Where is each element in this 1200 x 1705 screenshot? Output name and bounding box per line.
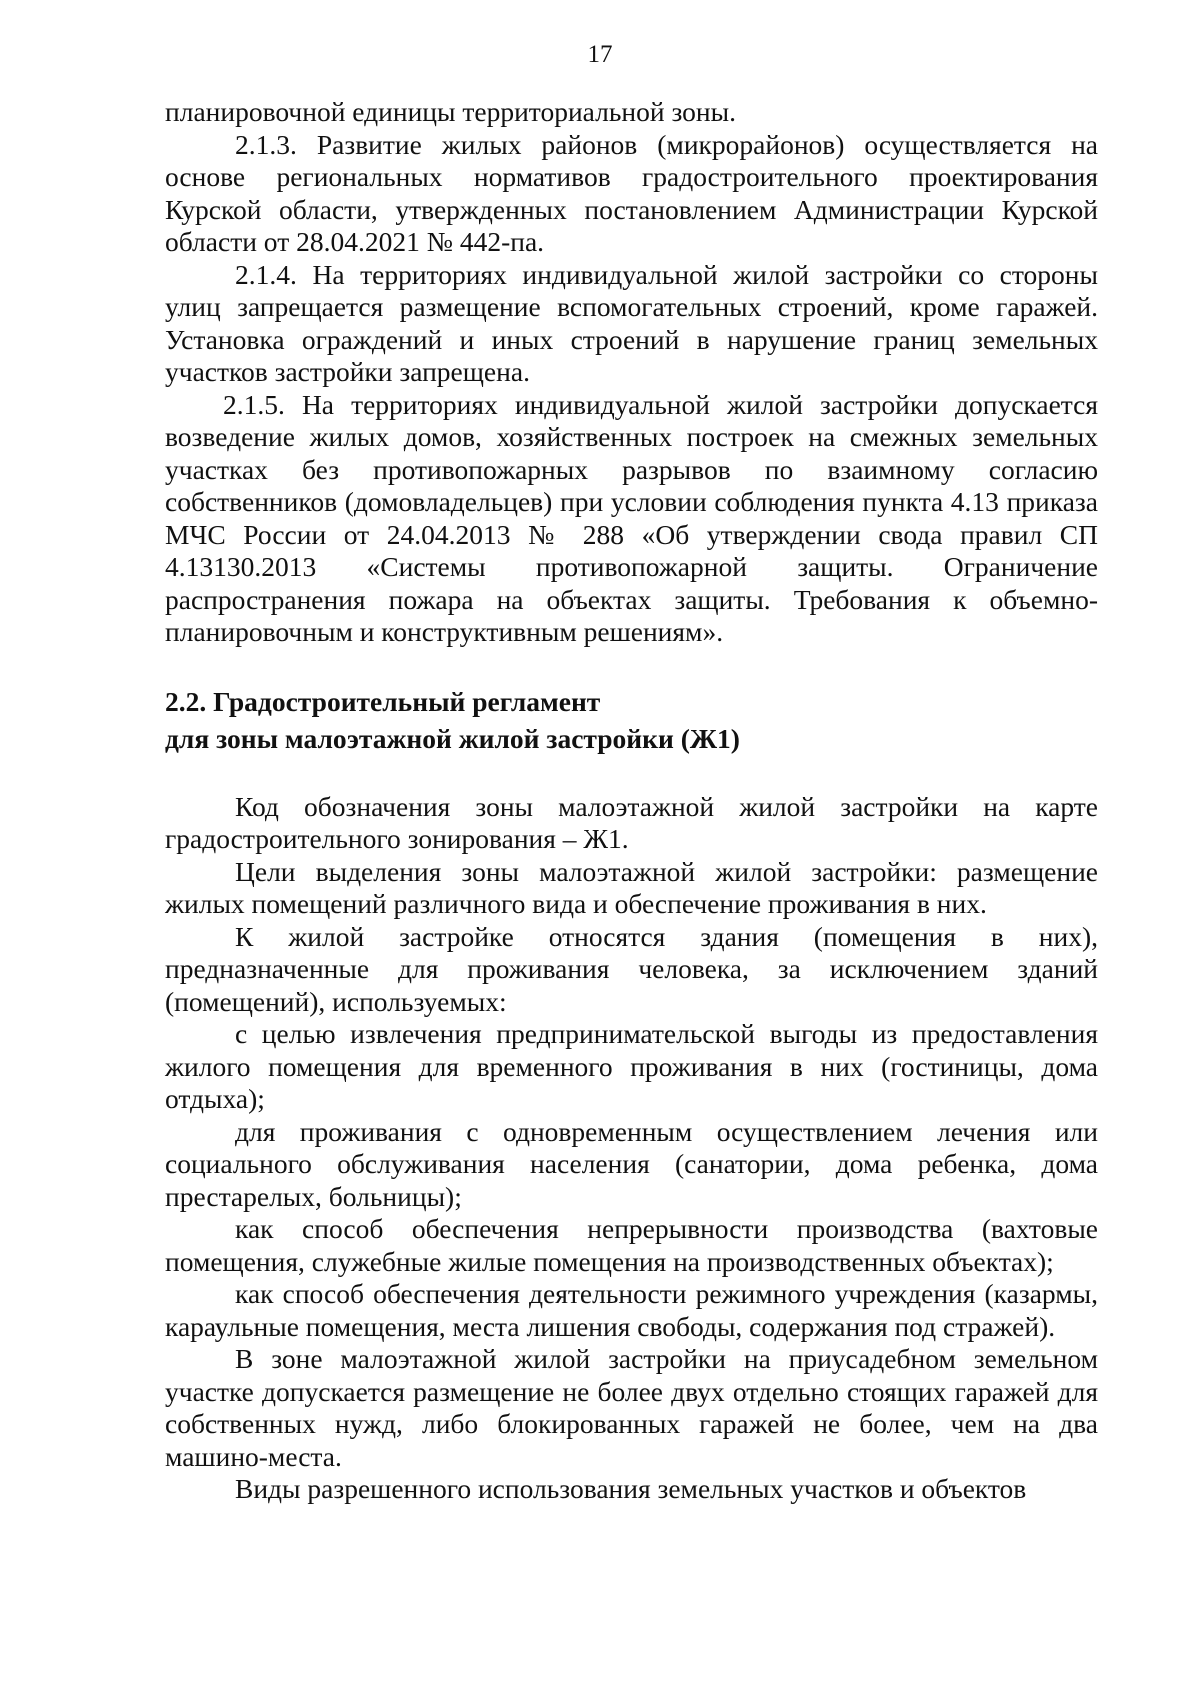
paragraph-residential-definition: К жилой застройке относятся здания (помещения в них), предназначенные для проживания человека, за исключением зданий (помещений), используемых: (165, 920, 1098, 1017)
section-heading-line-1: 2.2. Градостроительный регламент (165, 685, 601, 717)
paragraph-zone-goals: Цели выделения зоны малоэтажной жилой застройки: размещение жилых помещений различного вида и обеспечение проживания в них. (165, 855, 1098, 919)
paragraph-exclusion-medical: для проживания с одновременным осуществлением лечения или социального обслуживания населения (санатории, дома ребенка, дома престарелых, больницы); (165, 1115, 1098, 1212)
paragraph-2-1-4: 2.1.4. На территориях индивидуальной жилой застройки со стороны улиц запрещается размещение вспомогательных строений, кроме гаражей. Установка ограждений и иных строений в нарушение границ земельных участков застройки запрещена. (165, 258, 1098, 387)
document-body (165, 96, 1098, 1506)
paragraph-exclusion-commercial: с целью извлечения предпринимательской выгоды из предоставления жилого помещения для временного проживания в них (гостиницы, дома отдыха); (165, 1018, 1098, 1114)
paragraph-2-1-5: 2.1.5. На территориях индивидуальной жилой застройки допускается возведение жилых домов, хозяйственных построек на смежных земельных участках без противопожарных разрывов по взаимному согласию собственников (домовладельцев) при условии соблюдения пункта 4.13 приказа МЧС России от 24.04.2013 № 288 «Об утверждении свода правил СП 4.13130.2013 «Системы противопожарной защиты. Ограничение распространения пожара на объектах защиты. Требования к объемно-планировочным и конструктивным решениям». (165, 388, 1098, 647)
paragraph-garages: В зоне малоэтажной жилой застройки на приусадебном земельном участке допускается размещение не более двух отдельно стоящих гаражей для собственных нужд, либо блокированных гаражей не более, чем на два машино-места. (165, 1343, 1098, 1472)
section-heading-line-2: для зоны малоэтажной жилой застройки (Ж1) (165, 722, 740, 754)
page-number: 17 (587, 41, 613, 68)
paragraph-exclusion-production: как способ обеспечения непрерывности производства (вахтовые помещения, служебные жилые помещения на производственных объектах); (165, 1213, 1098, 1277)
paragraph-permitted-uses: Виды разрешенного использования земельных участков и объектов (235, 1473, 1027, 1504)
paragraph-exclusion-regime: как способ обеспечения деятельности режимного учреждения (казармы, караульные помещения, места лишения свободы, содержания под стражей). (165, 1278, 1098, 1342)
paragraph-continuation: планировочной единицы территориальной зоны. (165, 96, 736, 127)
section-heading (165, 683, 1098, 757)
paragraph-2-1-3: 2.1.3. Развитие жилых районов (микрорайонов) осуществляется на основе региональных нормативов градостроительного проектирования Курской области, утвержденных постановлением Администрации Курской области от 28.04.2021 № 442-па. (165, 128, 1098, 257)
paragraph-zone-code: Код обозначения зоны малоэтажной жилой застройки на карте градостроительного зонирования – Ж1. (165, 790, 1098, 854)
